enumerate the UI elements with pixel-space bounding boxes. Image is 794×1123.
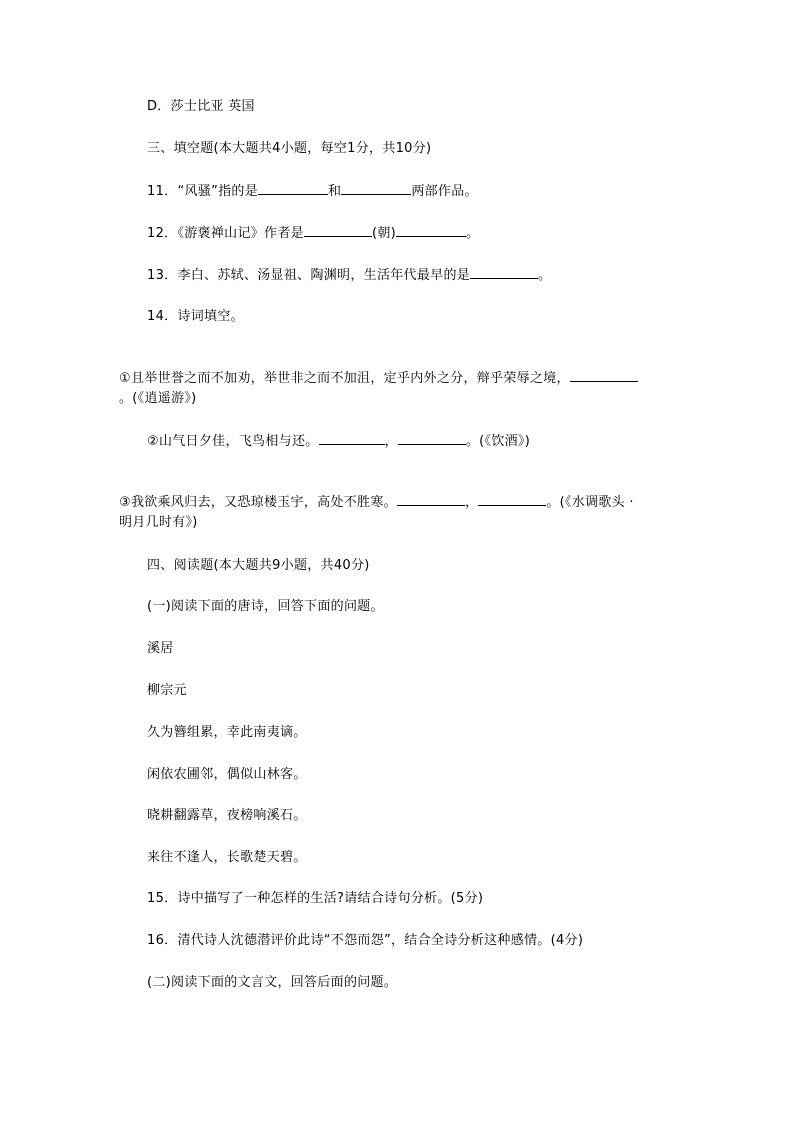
poem-line-3: 晓耕翻露草，夜榜响溪石。 — [147, 808, 307, 823]
p2-text-a: ②山气日夕佳，飞鸟相与还。 — [147, 434, 319, 449]
p3-blank-1[interactable] — [397, 493, 465, 506]
p2-blank-2[interactable] — [398, 432, 466, 445]
poem-fill-3-source: 明月几时有》) — [119, 515, 198, 530]
q11-text-a: 11．“风骚”指的是 — [147, 184, 259, 199]
q12-text-a: 12．《游褒禅山记》作者是 — [147, 226, 304, 241]
question-13 — [147, 266, 551, 285]
question-15: 15．诗中描写了一种怎样的生活?请结合诗句分析。(5分) — [147, 891, 484, 906]
q11-blank-1[interactable] — [258, 182, 328, 195]
question-11 — [147, 182, 478, 201]
p3-text-b: ， — [464, 495, 479, 510]
poem-line-1: 久为簪组累，幸此南夷谪。 — [147, 725, 307, 740]
part-1-instruction: (一)阅读下面的唐诗，回答下面的问题。 — [147, 599, 384, 614]
q13-text-b: 。 — [538, 268, 552, 283]
poem-fill-2 — [147, 432, 530, 451]
q11-text-c: 两部作品。 — [411, 184, 478, 199]
p3-text-a: ③我欲乘风归去，又恐琼楼玉宇，高处不胜寒。 — [119, 495, 397, 510]
poem-fill-3 — [119, 493, 634, 512]
part-2-instruction: (二)阅读下面的文言文，回答后面的问题。 — [147, 975, 398, 990]
q12-blank-1[interactable] — [304, 224, 372, 237]
q13-blank[interactable] — [470, 266, 538, 279]
p2-text-c: 。(《饮酒》) — [465, 434, 531, 449]
option-d: D．莎士比亚 英国 — [147, 99, 255, 114]
p3-blank-2[interactable] — [478, 493, 546, 506]
poem-fill-1 — [119, 369, 638, 388]
q11-text-b: 和 — [328, 184, 342, 199]
p2-text-b: ， — [384, 434, 398, 449]
p1-blank[interactable] — [570, 369, 638, 382]
poem-title: 溪居 — [147, 641, 174, 656]
question-12 — [147, 224, 479, 243]
q13-text-a: 13．李白、苏轼、汤显祖、陶渊明，生活年代最早的是 — [147, 268, 471, 283]
p2-blank-1[interactable] — [319, 432, 385, 445]
q11-blank-2[interactable] — [341, 182, 411, 195]
poem-author: 柳宗元 — [147, 683, 187, 698]
poem-line-4: 来往不逢人，长歌楚天碧。 — [147, 850, 307, 865]
question-16: 16．清代诗人沈德潜评价此诗“不怨而怨”，结合全诗分析这种感情。(4分) — [147, 933, 584, 948]
section-4-heading: 四、阅读题(本大题共9小题，共40分) — [147, 558, 370, 573]
poem-line-2: 闲依农圃邻，偶似山林客。 — [147, 767, 307, 782]
section-3-heading: 三、填空题(本大题共4小题，每空1分，共10分) — [147, 141, 432, 156]
p1-text-a: ①且举世誉之而不加劝，举世非之而不加沮，定乎内外之分，辩乎荣辱之境， — [119, 371, 570, 386]
p3-text-c: 。(《水调歌头 · — [546, 495, 634, 510]
q12-text-b: (朝) — [371, 226, 396, 241]
poem-fill-1-source: 。(《逍遥游》) — [119, 391, 197, 406]
q12-text-c: 。 — [466, 226, 480, 241]
question-14: 14．诗词填空。 — [147, 309, 244, 324]
q12-blank-2[interactable] — [396, 224, 466, 237]
